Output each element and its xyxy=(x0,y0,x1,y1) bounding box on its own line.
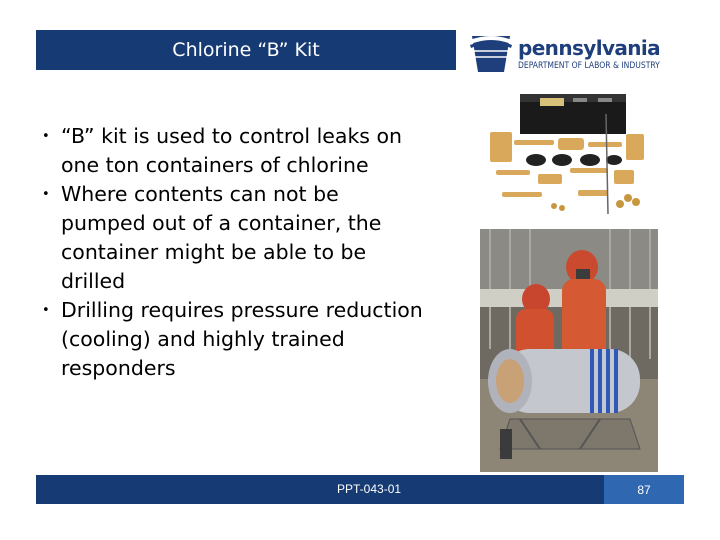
footer-bar xyxy=(36,475,604,504)
bullet-item xyxy=(38,180,428,296)
bullet-icon: • xyxy=(42,187,50,202)
slide-title-bar xyxy=(36,30,456,70)
bullet-item xyxy=(38,296,428,383)
bullet-list xyxy=(38,122,428,383)
bullet-text: Drilling requires pressure reduction (cooling) and highly trained responders xyxy=(61,298,423,380)
bullet-icon: • xyxy=(42,129,50,144)
pennsylvania-logo xyxy=(468,30,698,76)
responders-photo xyxy=(480,229,658,472)
keystone-icon xyxy=(468,34,514,74)
bullet-text: Where contents can not be pumped out of a container, the container might be able to be drilled xyxy=(61,182,382,293)
bullet-icon: • xyxy=(42,303,50,318)
logo-name: pennsylvania xyxy=(518,36,661,60)
bullet-item xyxy=(38,122,428,180)
bullet-text: “B” kit is used to control leaks on one ton containers of chlorine xyxy=(61,124,403,177)
footer-code: PPT-043-01 xyxy=(337,482,402,496)
kit-photo xyxy=(478,88,658,220)
slide-title: Chlorine “B” Kit xyxy=(172,39,320,61)
logo-department: DEPARTMENT OF LABOR & INDUSTRY xyxy=(518,61,660,71)
page-number: 87 xyxy=(604,475,684,504)
